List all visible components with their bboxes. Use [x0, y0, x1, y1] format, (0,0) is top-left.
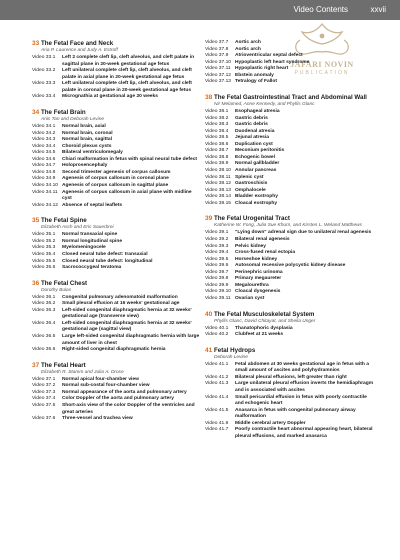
- video-description: Aortic arch: [235, 46, 261, 52]
- chapter-authors: Elizabeth Asch and Eric Sauerbrei: [41, 225, 114, 231]
- video-id: Video 34.8: [32, 169, 56, 175]
- video-description: Congenital pulmonary adenomatoid malformation: [62, 294, 178, 300]
- video-id: Video 41.2: [205, 374, 229, 380]
- video-description: Small pleural effusion at 16 weeks' gestational age: [62, 301, 180, 307]
- video-id: Video 34.11: [32, 189, 58, 195]
- video-description: Color Doppler of the aorta and pulmonary artery: [62, 396, 174, 402]
- chapter-section: [32, 362, 200, 423]
- video-entry: [205, 408, 375, 421]
- chapter-authors: Phyllis Glanc, David Chitayat, and Sheila Unger: [214, 318, 316, 324]
- video-id: Video 39.9: [205, 282, 229, 288]
- chapter-title: The Fetal Face and Neck: [41, 40, 114, 47]
- video-description: Left-sided congenital diaphragmatic hernia at 32 weeks' gestational age (transverse view): [62, 307, 192, 320]
- video-id: Video 38.3: [205, 122, 229, 128]
- video-description: Left 2 complete cleft lip, cleft alveolus, and cleft palate in sagittal plane in 20-week gestational age fetus: [62, 55, 195, 67]
- chapter-number: 33: [32, 40, 40, 47]
- chapter-title: The Fetal Gastrointestinal Tract and Abdominal Wall: [214, 93, 367, 101]
- video-id: Video 36.2: [32, 301, 56, 307]
- left-column: [32, 40, 200, 431]
- chapter-number: 35: [32, 217, 40, 225]
- video-description: Primary megaureter: [235, 276, 282, 282]
- video-entry: [32, 94, 200, 101]
- video-id: Video 33.2: [32, 68, 56, 74]
- video-description: Normal sub-costal four-chamber view: [62, 383, 150, 389]
- video-id: Video 41.7: [205, 427, 229, 433]
- video-description: Chiari malformation in fetus with spinal neural tube defect: [62, 156, 198, 162]
- video-description: Closed neural tube defect: transaxial: [62, 251, 148, 257]
- chapter-heading: [205, 215, 375, 222]
- chapter-section: [32, 109, 200, 209]
- video-id: Video 38.14: [205, 194, 232, 200]
- video-description: Large unilateral pleural effusion inverts the hemidiaphragm and is associated with ascites: [235, 381, 374, 393]
- video-id: Video 34.12: [32, 202, 59, 208]
- video-description: Echogenic bowel: [235, 154, 275, 160]
- chapter-number: 41: [205, 346, 213, 354]
- video-description: Agenesis of corpus callosum in sagittal plane: [62, 183, 169, 188]
- video-id: Video 38.2: [205, 115, 229, 121]
- video-description: Splenic cyst: [235, 174, 264, 180]
- video-description: Choroid plexus cysts: [62, 143, 112, 149]
- chapter-authors: Anis Tan and Deborah Levine: [41, 116, 105, 122]
- video-description: Aortic arch: [235, 40, 261, 45]
- chapter-section: [205, 215, 375, 302]
- chapter-heading: [205, 94, 375, 101]
- video-id: Video 41.4: [205, 394, 229, 400]
- video-description: Cloacal dysgenesis: [235, 289, 281, 295]
- video-id: Video 34.5: [32, 150, 56, 156]
- video-id: Video 35.5: [32, 258, 56, 264]
- video-id: Video 39.6: [205, 263, 229, 269]
- video-entry: [205, 381, 375, 394]
- chapter-title: The Fetal Urogenital Tract: [214, 215, 290, 223]
- video-description: Anasarca in fetus with congenital pulmonary airway malformation: [235, 407, 356, 420]
- video-id: Video 36.5: [32, 334, 56, 339]
- video-entry: [32, 308, 200, 321]
- video-description: Duodenal atresia: [235, 128, 275, 134]
- video-id: Video 35.2: [32, 238, 56, 244]
- video-description: Myelomeningocele: [62, 245, 106, 251]
- chapter-title: The Fetal Spine: [41, 217, 87, 225]
- video-description: Bladder exstrophy: [235, 194, 278, 200]
- video-id: Video 38.4: [205, 128, 229, 134]
- video-id: Video 39.10: [205, 289, 232, 295]
- video-description: Closed neural tube defect: longitudinal: [62, 258, 153, 264]
- video-entry: [32, 334, 200, 347]
- video-description: Tetralogy of Fallot: [235, 79, 278, 85]
- video-id: Video 36.1: [32, 294, 56, 300]
- video-description: Normal appearance of the aorta and pulmonary artery: [62, 389, 187, 395]
- video-id: Video 41.6: [205, 420, 229, 426]
- video-id: Video 37.3: [32, 389, 56, 395]
- video-id: Video 41.5: [205, 407, 229, 413]
- video-id: Video 37.10: [205, 59, 232, 65]
- video-entry: [205, 427, 375, 440]
- video-description: Large left-sided congenital diaphragmatic hernia with large amount of liver in chest: [62, 334, 200, 346]
- video-description: Hypoplastic right heart: [235, 66, 289, 72]
- video-description: Esophageal atresia: [235, 108, 280, 114]
- chapter-authors: Nir Melamed, Anne Kennedy, and Phyllis Glanc: [214, 101, 315, 107]
- video-id: Video 34.7: [32, 163, 56, 169]
- video-id: Video 38.15: [205, 200, 232, 206]
- video-description: Bilateral renal agenesis: [235, 236, 290, 242]
- video-id: Video 37.9: [205, 53, 229, 59]
- chapter-authors: Katherine W. Fong, Julia Sue Khurn, and Kirsten L. Weland Matthews: [214, 223, 362, 229]
- chapter-authors: Deborah Levine: [214, 354, 248, 360]
- video-id: Video 38.11: [205, 174, 231, 180]
- video-description: Middle cerebral artery Doppler: [235, 420, 306, 426]
- chapter-title: The Fetal Chest: [41, 279, 88, 287]
- chapter-heading: [32, 362, 200, 369]
- video-id: Video 39.1: [205, 230, 229, 236]
- video-entry: [32, 55, 200, 68]
- chapter-heading: [32, 109, 200, 116]
- video-description: Megalourethra: [235, 282, 269, 288]
- video-id: Video 36.4: [32, 320, 56, 326]
- video-description: Left unilateral complete cleft lip, cleft alveolus, and cleft palate in coronal plane in 20-week gestational age fetus: [62, 81, 192, 93]
- video-id: Video 33.3: [32, 81, 56, 87]
- video-description: Sacrococcygeal teratoma: [62, 265, 122, 271]
- chapter-heading: [32, 280, 200, 287]
- video-id: Video 38.10: [205, 168, 232, 173]
- video-description: Gastric debris: [235, 115, 268, 121]
- chapter-section: [205, 311, 375, 339]
- video-id: Video 34.6: [32, 156, 56, 162]
- video-description: Duplication cyst: [235, 141, 273, 147]
- video-entry: [32, 203, 200, 210]
- video-id: Video 33.1: [32, 55, 56, 60]
- video-id: Video 39.3: [205, 243, 229, 249]
- video-id: Video 38.1: [205, 108, 229, 114]
- video-entry: [205, 395, 375, 408]
- video-id: Video 39.5: [205, 256, 229, 262]
- chapter-number: 36: [32, 279, 40, 287]
- chapter-title: The Fetal Musculoskeletal System: [214, 310, 315, 318]
- video-description: Omphalocele: [235, 187, 266, 193]
- video-id: Video 35.1: [32, 232, 56, 238]
- chapter-section: [205, 40, 375, 86]
- video-description: Poorly contractile heart abnormal appearing heart, bilateral pleural effusions, and marked anasarca: [235, 427, 373, 439]
- chapter-number: 40: [205, 310, 213, 318]
- video-id: Video 36.6: [32, 347, 56, 353]
- video-entry: [205, 296, 375, 303]
- video-description: Gastric debris: [235, 122, 268, 128]
- video-id: Video 38.5: [205, 135, 229, 141]
- video-description: Three-vessel and trachea view: [62, 416, 133, 422]
- video-id: Video 38.6: [205, 141, 229, 147]
- video-id: Video 38.9: [205, 161, 229, 167]
- video-description: Hypoplastic left heart syndrome: [235, 59, 310, 65]
- video-entry: [32, 190, 200, 203]
- video-id: Video 37.12: [205, 72, 232, 78]
- video-description: Ebstein anomaly: [235, 72, 274, 78]
- video-id: Video 39.2: [205, 236, 229, 242]
- video-id: Video 37.7: [205, 40, 229, 45]
- chapter-heading: [205, 347, 375, 354]
- video-id: Video 34.3: [32, 137, 56, 143]
- video-entry: [205, 201, 375, 208]
- video-id: Video 37.13: [205, 79, 232, 85]
- video-description: Atrioventricular septal defect: [235, 53, 303, 59]
- chapter-heading: [205, 311, 375, 318]
- video-description: Absence of septal leaflets: [62, 202, 123, 208]
- video-id: Video 37.8: [205, 46, 229, 52]
- video-id: Video 38.7: [205, 148, 229, 154]
- chapter-section: [205, 94, 375, 207]
- video-id: Video 36.3: [32, 307, 56, 313]
- video-description: Pelvic kidney: [235, 243, 266, 249]
- video-description: Normal brain, sagittal: [62, 137, 113, 143]
- logo-subtitle: PUBLICATION: [294, 70, 350, 76]
- video-description: Autosomal recessive polycystic kidney disease: [235, 263, 346, 269]
- video-id: Video 39.7: [205, 269, 229, 275]
- video-entry: [32, 81, 200, 94]
- video-id: Video 37.6: [32, 416, 56, 422]
- video-id: Video 34.4: [32, 143, 56, 149]
- chapter-section: [32, 40, 200, 101]
- video-id: Video 37.4: [32, 396, 56, 402]
- chapter-section: [205, 347, 375, 441]
- video-entry: [32, 403, 200, 416]
- video-description: Fetal abdomen at 30 weeks gestational age in fetus with a small amount of ascites and polyhydramnios: [235, 361, 369, 374]
- video-description: Perinephric urinoma: [235, 269, 283, 275]
- video-description: Second trimester agenesis of corpus callosum: [62, 169, 171, 175]
- video-entry: [32, 265, 200, 272]
- video-description: Short-axis view of the color Doppler of the ventricles and great arteries: [62, 402, 195, 415]
- video-description: Left unilateral complete cleft lip, cleft alveolus, and cleft palate in axial plane in 20-week gestational age fetus: [62, 68, 192, 80]
- video-id: Video 40.2: [205, 332, 229, 338]
- video-id: Video 37.11: [205, 66, 231, 72]
- chapter-authors: Dorothy Bulas: [41, 287, 72, 293]
- video-description: Normal brain, axial: [62, 123, 106, 129]
- video-description: Horseshoe kidney: [235, 256, 278, 262]
- video-entry: [205, 79, 375, 86]
- chapter-section: [32, 280, 200, 354]
- video-description: Bilateral ventriculomegaly: [62, 150, 123, 156]
- video-description: Jejunal atresia: [235, 135, 269, 141]
- chapter-authors: Elizabeth R. Stamm and Julia A. Drose: [41, 369, 124, 375]
- video-id: Video 35.6: [32, 265, 56, 271]
- video-description: Gastroschisis: [235, 181, 268, 187]
- video-description: Left-sided congenital diaphragmatic hernia at 32 weeks' gestational age (sagittal view): [62, 320, 192, 333]
- chapter-title: The Fetal Brain: [41, 108, 86, 116]
- video-entry: [205, 362, 375, 375]
- video-id: Video 40.1: [205, 325, 229, 331]
- video-description: Normal gallbladder: [235, 161, 280, 167]
- video-id: Video 34.9: [32, 176, 56, 182]
- chapter-authors: Aria P. Laurence and Judy A. Estroff: [41, 48, 118, 53]
- video-id: Video 38.8: [205, 154, 229, 160]
- page-number: xxvii: [370, 5, 386, 14]
- video-entry: [32, 416, 200, 423]
- video-id: Video 39.8: [205, 276, 229, 282]
- chapter-number: 37: [32, 361, 40, 369]
- right-column: [205, 40, 375, 448]
- video-description: Normal apical four-chamber view: [62, 376, 139, 382]
- video-description: Normal longitudinal spine: [62, 238, 123, 244]
- chapter-section: [32, 217, 200, 271]
- chapter-number: 39: [205, 215, 213, 223]
- chapter-number: 34: [32, 108, 40, 116]
- video-description: Holoprosencephaly: [62, 163, 108, 169]
- video-entry: [32, 321, 200, 334]
- video-description: Cross-fused renal ectopia: [235, 250, 296, 256]
- chapter-title: The Fetal Heart: [41, 361, 86, 369]
- video-id: Video 34.1: [32, 123, 56, 129]
- video-id: Video 35.4: [32, 251, 56, 257]
- video-description: Meconium peritonitis: [235, 148, 285, 154]
- video-description: Normal brain, coronal: [62, 130, 113, 136]
- video-description: Small pericardial effusion in fetus with poorly contractile and echogenic heart: [235, 394, 367, 407]
- video-description: Ovarian cyst: [235, 296, 265, 301]
- video-id: Video 39.11: [205, 296, 231, 301]
- video-id: Video 37.2: [32, 383, 56, 389]
- video-description: Thanatophoric dysplasia: [235, 325, 293, 331]
- video-description: Agenesis of corpus callosum in axial plane with midline cyst: [62, 189, 192, 202]
- video-id: Video 33.4: [32, 94, 56, 100]
- header-title: Video Contents: [293, 5, 348, 14]
- video-description: Normal transaxial spine: [62, 232, 118, 238]
- video-id: Video 34.10: [32, 183, 59, 188]
- video-description: Cloacal exstrophy: [235, 200, 278, 206]
- video-id: Video 37.5: [32, 402, 56, 408]
- video-description: Micrognathia at gestational age 20 weeks: [62, 94, 158, 100]
- page-header: [0, 0, 400, 20]
- video-description: Clubfeet at 21 weeks: [235, 332, 284, 338]
- chapter-number: 38: [205, 93, 213, 101]
- chapter-heading: [32, 40, 200, 47]
- chapter-title: Fetal Hydrops: [214, 346, 256, 354]
- video-description: Right-sided congenital diaphragmatic hernia: [62, 347, 166, 353]
- video-id: Video 38.13: [205, 187, 232, 193]
- video-id: Video 41.1: [205, 361, 229, 367]
- video-id: Video 37.1: [32, 376, 56, 382]
- video-entry: [32, 347, 200, 354]
- video-entry: [32, 68, 200, 81]
- video-description: Bilateral pleural effusions, left greater than right: [235, 374, 347, 380]
- video-id: Video 34.2: [32, 130, 56, 136]
- logo-name: JAFARI NOVIN: [290, 60, 354, 69]
- chapter-heading: [32, 217, 200, 224]
- video-id: Video 35.3: [32, 245, 56, 251]
- video-id: Video 41.3: [205, 381, 229, 387]
- video-description: "Lying down" adrenal sign due to unilateral renal agenesis: [235, 230, 372, 236]
- video-description: Annular pancreas: [235, 168, 277, 173]
- video-id: Video 38.12: [205, 181, 232, 187]
- video-id: Video 39.4: [205, 250, 229, 256]
- video-description: Agenesis of corpus callosum in coronal plane: [62, 176, 169, 182]
- video-entry: [205, 332, 375, 339]
